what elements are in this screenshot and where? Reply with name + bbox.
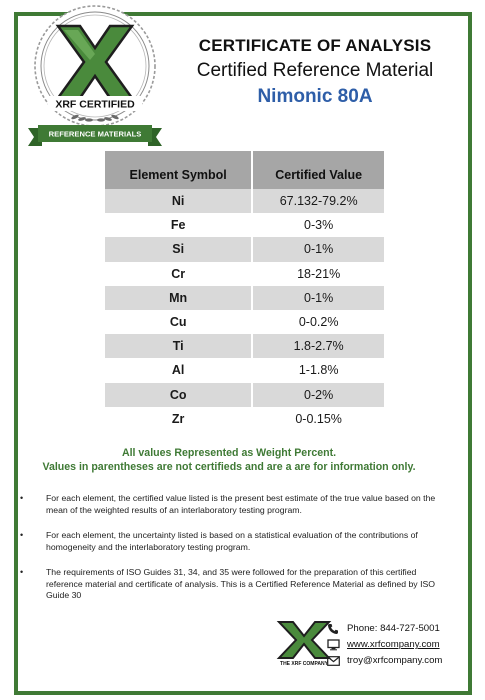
element-symbol: Mn bbox=[105, 286, 252, 310]
certificate-subtitle: Certified Reference Material bbox=[196, 60, 434, 81]
certified-value: 18-21% bbox=[252, 262, 384, 286]
list-item: • For each element, the uncertainty listed is based on a statistical evaluation of the contributions of homogeneity and the interlaboratory testing program. bbox=[20, 530, 440, 553]
certified-value: 1.8-2.7% bbox=[252, 334, 384, 358]
weight-percent-note bbox=[30, 446, 428, 474]
contact-email-row bbox=[326, 653, 451, 668]
certified-value: 0-1% bbox=[252, 286, 384, 310]
certified-value: 0-1% bbox=[252, 237, 384, 261]
certificate-title: CERTIFICATE OF ANALYSIS bbox=[198, 36, 432, 55]
element-symbol: Ni bbox=[105, 189, 252, 213]
table-row bbox=[105, 407, 384, 431]
certification-notes-list bbox=[20, 493, 440, 616]
computer-icon bbox=[326, 638, 340, 651]
column-header-value: Certified Value bbox=[252, 151, 384, 189]
material-name: Nimonic 80A bbox=[257, 86, 373, 107]
element-symbol: Zr bbox=[105, 407, 252, 431]
footer-logo-text: THE XRF COMPANY bbox=[280, 661, 328, 667]
weight-note-line-1: All values Represented as Weight Percent. bbox=[121, 447, 337, 459]
contact-website-row bbox=[326, 637, 451, 652]
contact-info bbox=[326, 621, 451, 669]
contact-phone-row bbox=[326, 621, 451, 636]
table-row bbox=[105, 189, 384, 213]
table-row bbox=[105, 310, 384, 334]
email-icon bbox=[326, 654, 340, 667]
certified-value: 0-3% bbox=[252, 213, 384, 237]
table-row bbox=[105, 286, 384, 310]
list-item: • For each element, the certified value listed is the present best estimate of the true value based on the mean of the weighted results of an interlaboratory testing program. bbox=[20, 493, 440, 516]
phone-icon bbox=[326, 622, 340, 635]
table-header-row bbox=[105, 151, 384, 189]
element-symbol: Ti bbox=[105, 334, 252, 358]
xrf-certified-seal-logo bbox=[20, 4, 170, 154]
certified-value: 67.132-79.2% bbox=[252, 189, 384, 213]
website-link[interactable]: www.xrfcompany.com bbox=[347, 639, 440, 650]
list-item: • The requirements of ISO Guides 31, 34, and 35 were followed for the preparation of this certified reference material and certificate of analysis. This is a Certified Reference Material as defined by ISO Guide 30 bbox=[20, 567, 440, 602]
certified-value: 0-0.2% bbox=[252, 310, 384, 334]
element-symbol: Fe bbox=[105, 213, 252, 237]
certificate-header bbox=[175, 36, 455, 108]
certified-value: 0-2% bbox=[252, 383, 384, 407]
element-symbol: Co bbox=[105, 383, 252, 407]
table-row bbox=[105, 237, 384, 261]
certified-values-table bbox=[105, 151, 384, 431]
seal-brand-text: XRF CERTIFIED bbox=[55, 98, 135, 111]
table-row bbox=[105, 213, 384, 237]
table-row bbox=[105, 358, 384, 382]
certified-value: 1-1.8% bbox=[252, 358, 384, 382]
email-address[interactable]: troy@xrfcompany.com bbox=[347, 655, 443, 666]
column-header-element: Element Symbol bbox=[105, 151, 252, 189]
seal-ribbon-text: REFERENCE MATERIALS bbox=[48, 129, 142, 139]
element-symbol: Cr bbox=[105, 262, 252, 286]
table-row bbox=[105, 262, 384, 286]
phone-number: Phone: 844-727-5001 bbox=[347, 623, 440, 634]
table-row bbox=[105, 334, 384, 358]
table-row bbox=[105, 383, 384, 407]
certified-value: 0-0.15% bbox=[252, 407, 384, 431]
weight-note-line-2: Values in parentheses are not certifieds and are a are for information only. bbox=[42, 461, 416, 473]
element-symbol: Cu bbox=[105, 310, 252, 334]
element-symbol: Al bbox=[105, 358, 252, 382]
element-symbol: Si bbox=[105, 237, 252, 261]
